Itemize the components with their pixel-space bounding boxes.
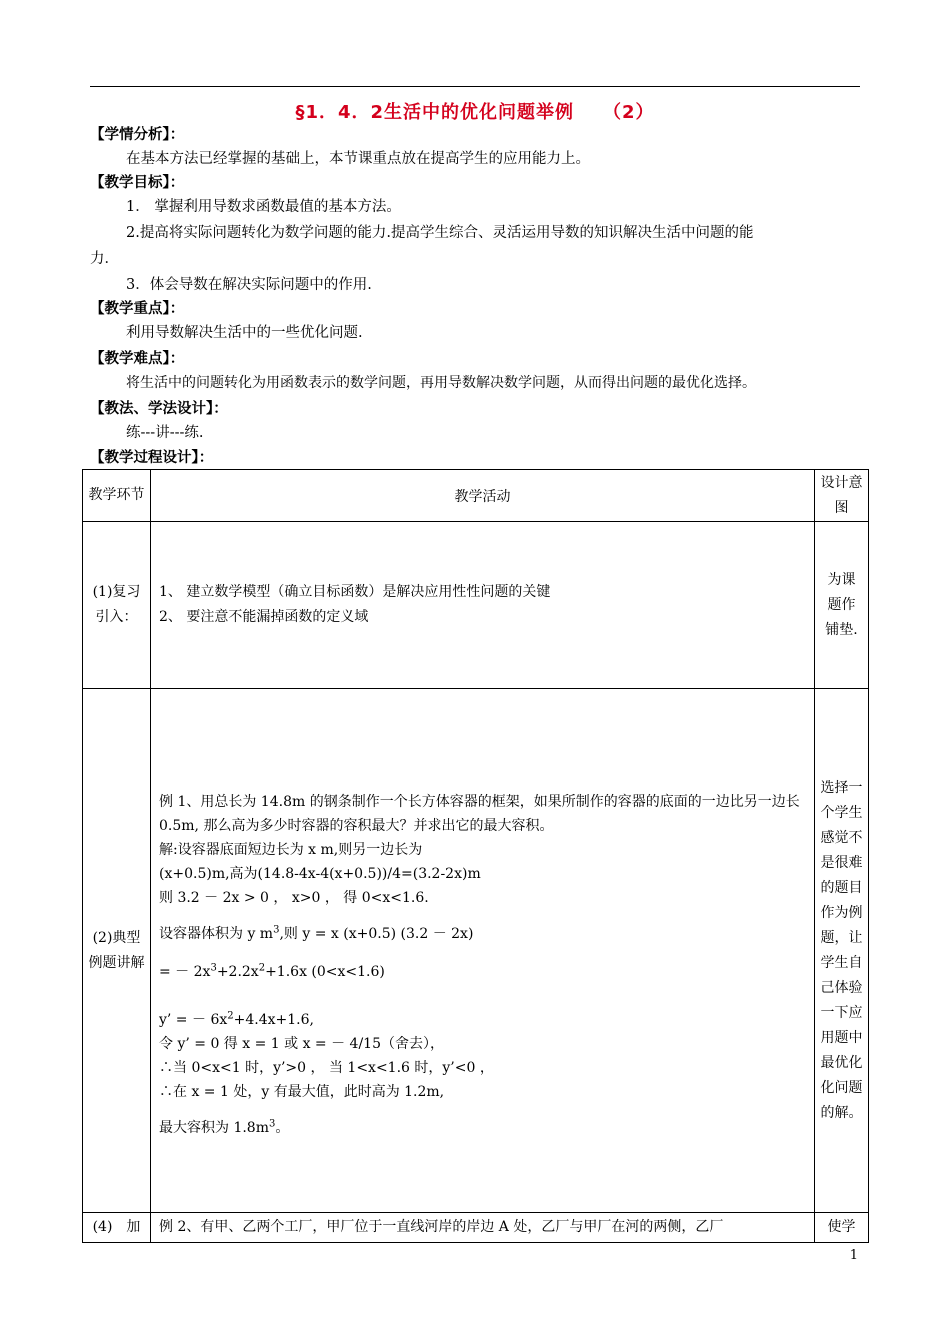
row1-stage: (1)复习引入： [83,522,151,689]
section-analysis [90,124,860,172]
row2-intent: 选择一个学生感觉不是很难的题目作为例题，让学生自己体验一下应用题中最优化化问题的解。 [815,689,869,1213]
goal-item-3: 3．体会导数在解决实际问题中的作用. [126,277,372,293]
method-text: 练---讲---练. [126,425,204,441]
goal-item-2: 2.提高将实际问题转化为数学问题的能力.提高学生综合、灵活运用导数的知识解决生活中问题的能 [126,225,754,241]
example1-volume-line: 设容器体积为 y $m^3$,则 y = x (x+0.5) (3.2 － 2x) [159,923,474,942]
header-stage: 教学环节 [83,470,151,522]
example1-solution-line: 令 y’ = 0 得 x = 1 或 x = － 4/15（舍去）， [159,1035,444,1052]
page-title: §1．4．2生活中的优化问题举例 （2） [295,102,655,123]
example1-expansion-line: = － $2x^3+2.2x^2+1.6x$ (0<x<1.6) [159,961,385,980]
page-number: 1 [849,1248,858,1263]
table-row [83,689,869,1213]
row1-activity [151,522,815,689]
table-row [83,522,869,689]
example1-derivative-line: y’ = － $6x^2+4.4x+1.6$, [159,1009,314,1028]
goals-label: 【教学目标】： [90,175,185,191]
difficulty-text: 将生活中的问题转化为用函数表示的数学问题，再用导数解决数学问题，从而得出问题的最优化选择。 [126,375,756,391]
example1-solution-line: (x+0.5)m,高为(14.8-4x-4(x+0.5))/4=(3.2-2x)m [159,865,481,882]
analysis-label: 【学情分析】： [90,127,185,143]
row3-stage: (4) 加 [83,1213,151,1243]
analysis-text: 在基本方法已经掌握的基础上，本节课重点放在提高学生的应用能力上。 [126,151,590,167]
row2-stage: (2)典型例题讲解 [83,689,151,1213]
goal-item-2-cont: 力． [90,251,119,267]
row3-activity: 例 2、有甲、乙两个工厂，甲厂位于一直线河岸的岸边 A 处，乙厂与甲厂在河的两侧，乙厂 [151,1213,815,1243]
row2-activity [151,689,815,1213]
section-goals [90,172,860,298]
row1-line-2: 2、 要注意不能漏掉函数的定义域 [159,609,369,625]
key-point-text: 利用导数解决生活中的一些优化问题. [126,325,363,341]
process-table [82,469,869,1243]
goal-item-1: 1． 掌握利用导数求函数最值的基本方法。 [126,199,401,215]
section-key-point [90,298,860,346]
header-intent: 设计意图 [815,470,869,522]
table-header-row [83,470,869,522]
example1-solution-line: 则 3.2 － 2x > 0 ， x>0 ， 得 0<x<1.6. [159,889,429,906]
header-rule [90,86,860,87]
key-point-label: 【教学重点】： [90,301,185,317]
example1-problem: 例 1、用总长为 14.8m 的钢条制作一个长方体容器的框架，如果所制作的容器的底面的一边比另一边长 0.5m, 那么高为多少时容器的容积最大？并求出它的最大容积。 [159,793,800,834]
section-method [90,398,860,446]
table-row [83,1213,869,1243]
example1-conclusion-line: 最大容积为 $1.8m^3$。 [159,1117,290,1136]
row1-intent: 为课题作铺垫. [815,522,869,689]
example1-solution-line: ∴在 x = 1 处，y 有最大值，此时高为 1.2m, [159,1083,445,1100]
section-process [90,447,860,469]
section-difficulty [90,348,860,396]
difficulty-label: 【教学难点】： [90,351,185,367]
header-activity: 教学活动 [151,470,815,522]
example1-solution-line: 解:设容器底面短边长为 x m,则另一边长为 [159,841,423,858]
method-label: 【教法、学法设计】： [90,401,228,417]
row1-line-1: 1、 建立数学模型（确立目标函数）是解决应用性性问题的关键 [159,584,551,600]
process-label: 【教学过程设计】： [90,450,214,466]
example1-solution-line: ∴当 0<x<1 时，y’>0 ， 当 1<x<1.6 时，y’<0 ， [159,1059,494,1076]
row3-intent: 使学 [815,1213,869,1243]
